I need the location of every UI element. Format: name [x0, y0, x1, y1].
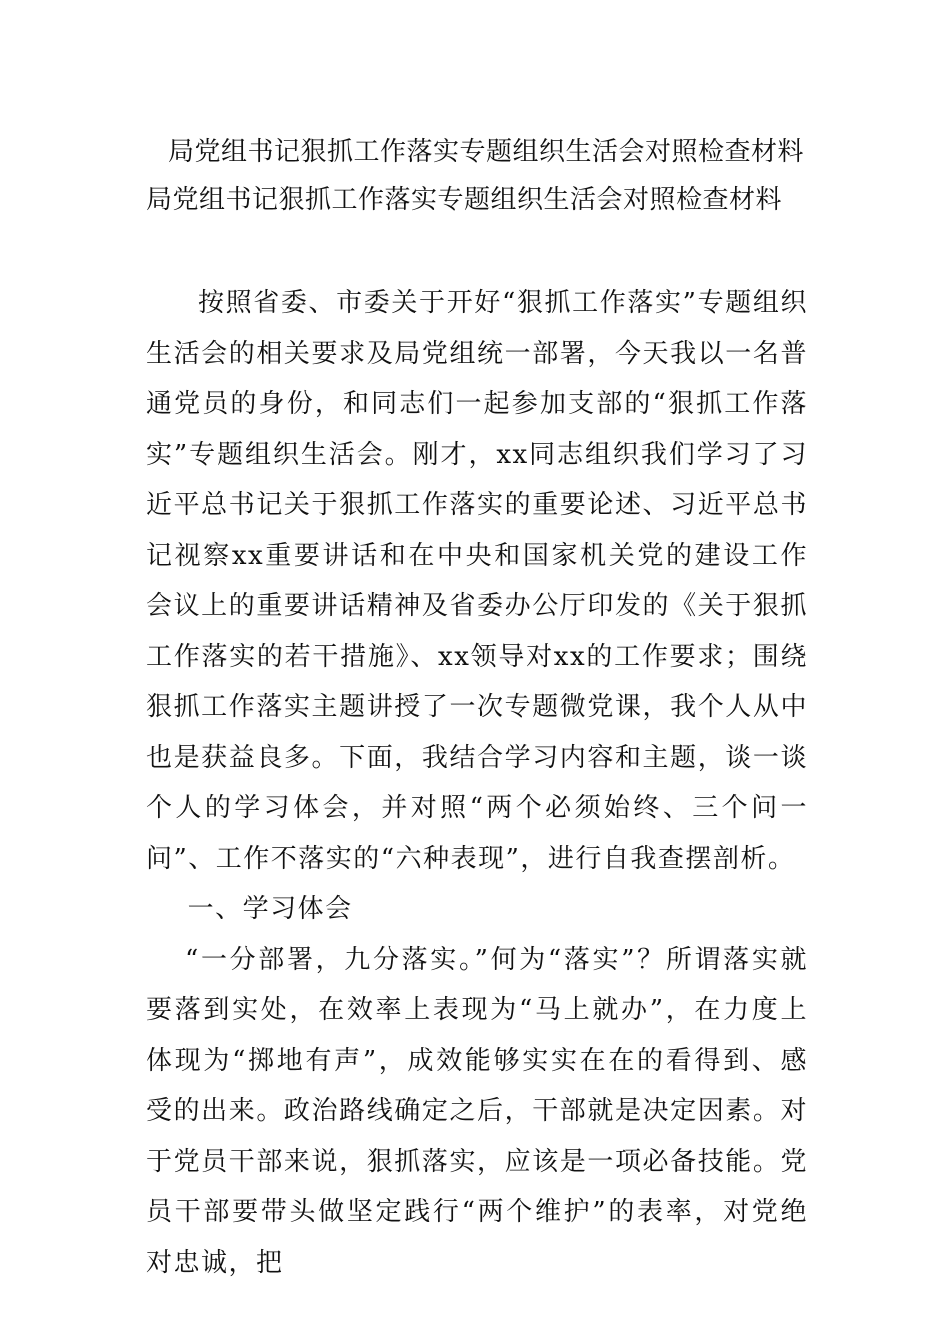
- document-subtitle: 局党组书记狠抓工作落实专题组织生活会对照检查材料: [146, 185, 783, 215]
- study-paragraph: “一分部署，九分落实。”何为“落实”？所谓落实就要落到实处，在效率上表现为“马上就办”，在力度上体现为“掷地有声”，成效能够实实在在的看得到、感受的出来。政治路线确定之后，干部就是决定因素。对于党员干部来说，狠抓落实，应该是一项必备技能。党员干部要带头做坚定践行“两个维护”的表率，对党绝对忠诚，把: [146, 944, 808, 1278]
- section-heading-study: 一、学习体会: [187, 894, 353, 924]
- document-title: 局党组书记狠抓工作落实专题组织生活会对照检查材料: [168, 137, 805, 167]
- document-body: [146, 278, 808, 1288]
- intro-paragraph: 按照省委、市委关于开好“狠抓工作落实”专题组织生活会的相关要求及局党组统一部署，今天我以一名普通党员的身份，和同志们一起参加支部的“狠抓工作落实”专题组织生活会。刚才，xx同志组织我们学习了习近平总书记关于狠抓工作落实的重要论述、习近平总书记视察xx重要讲话和在中央和国家机关党的建设工作会议上的重要讲话精神及省委办公厅印发的《关于狠抓工作落实的若干措施》、xx领导对xx的工作要求；围绕狠抓工作落实主题讲授了一次专题微党课，我个人从中也是获益良多。下面，我结合学习内容和主题，谈一谈个人的学习体会，并对照“两个必须始终、三个问一问”、工作不落实的“六种表现”，进行自我查摆剖析。: [146, 288, 808, 874]
